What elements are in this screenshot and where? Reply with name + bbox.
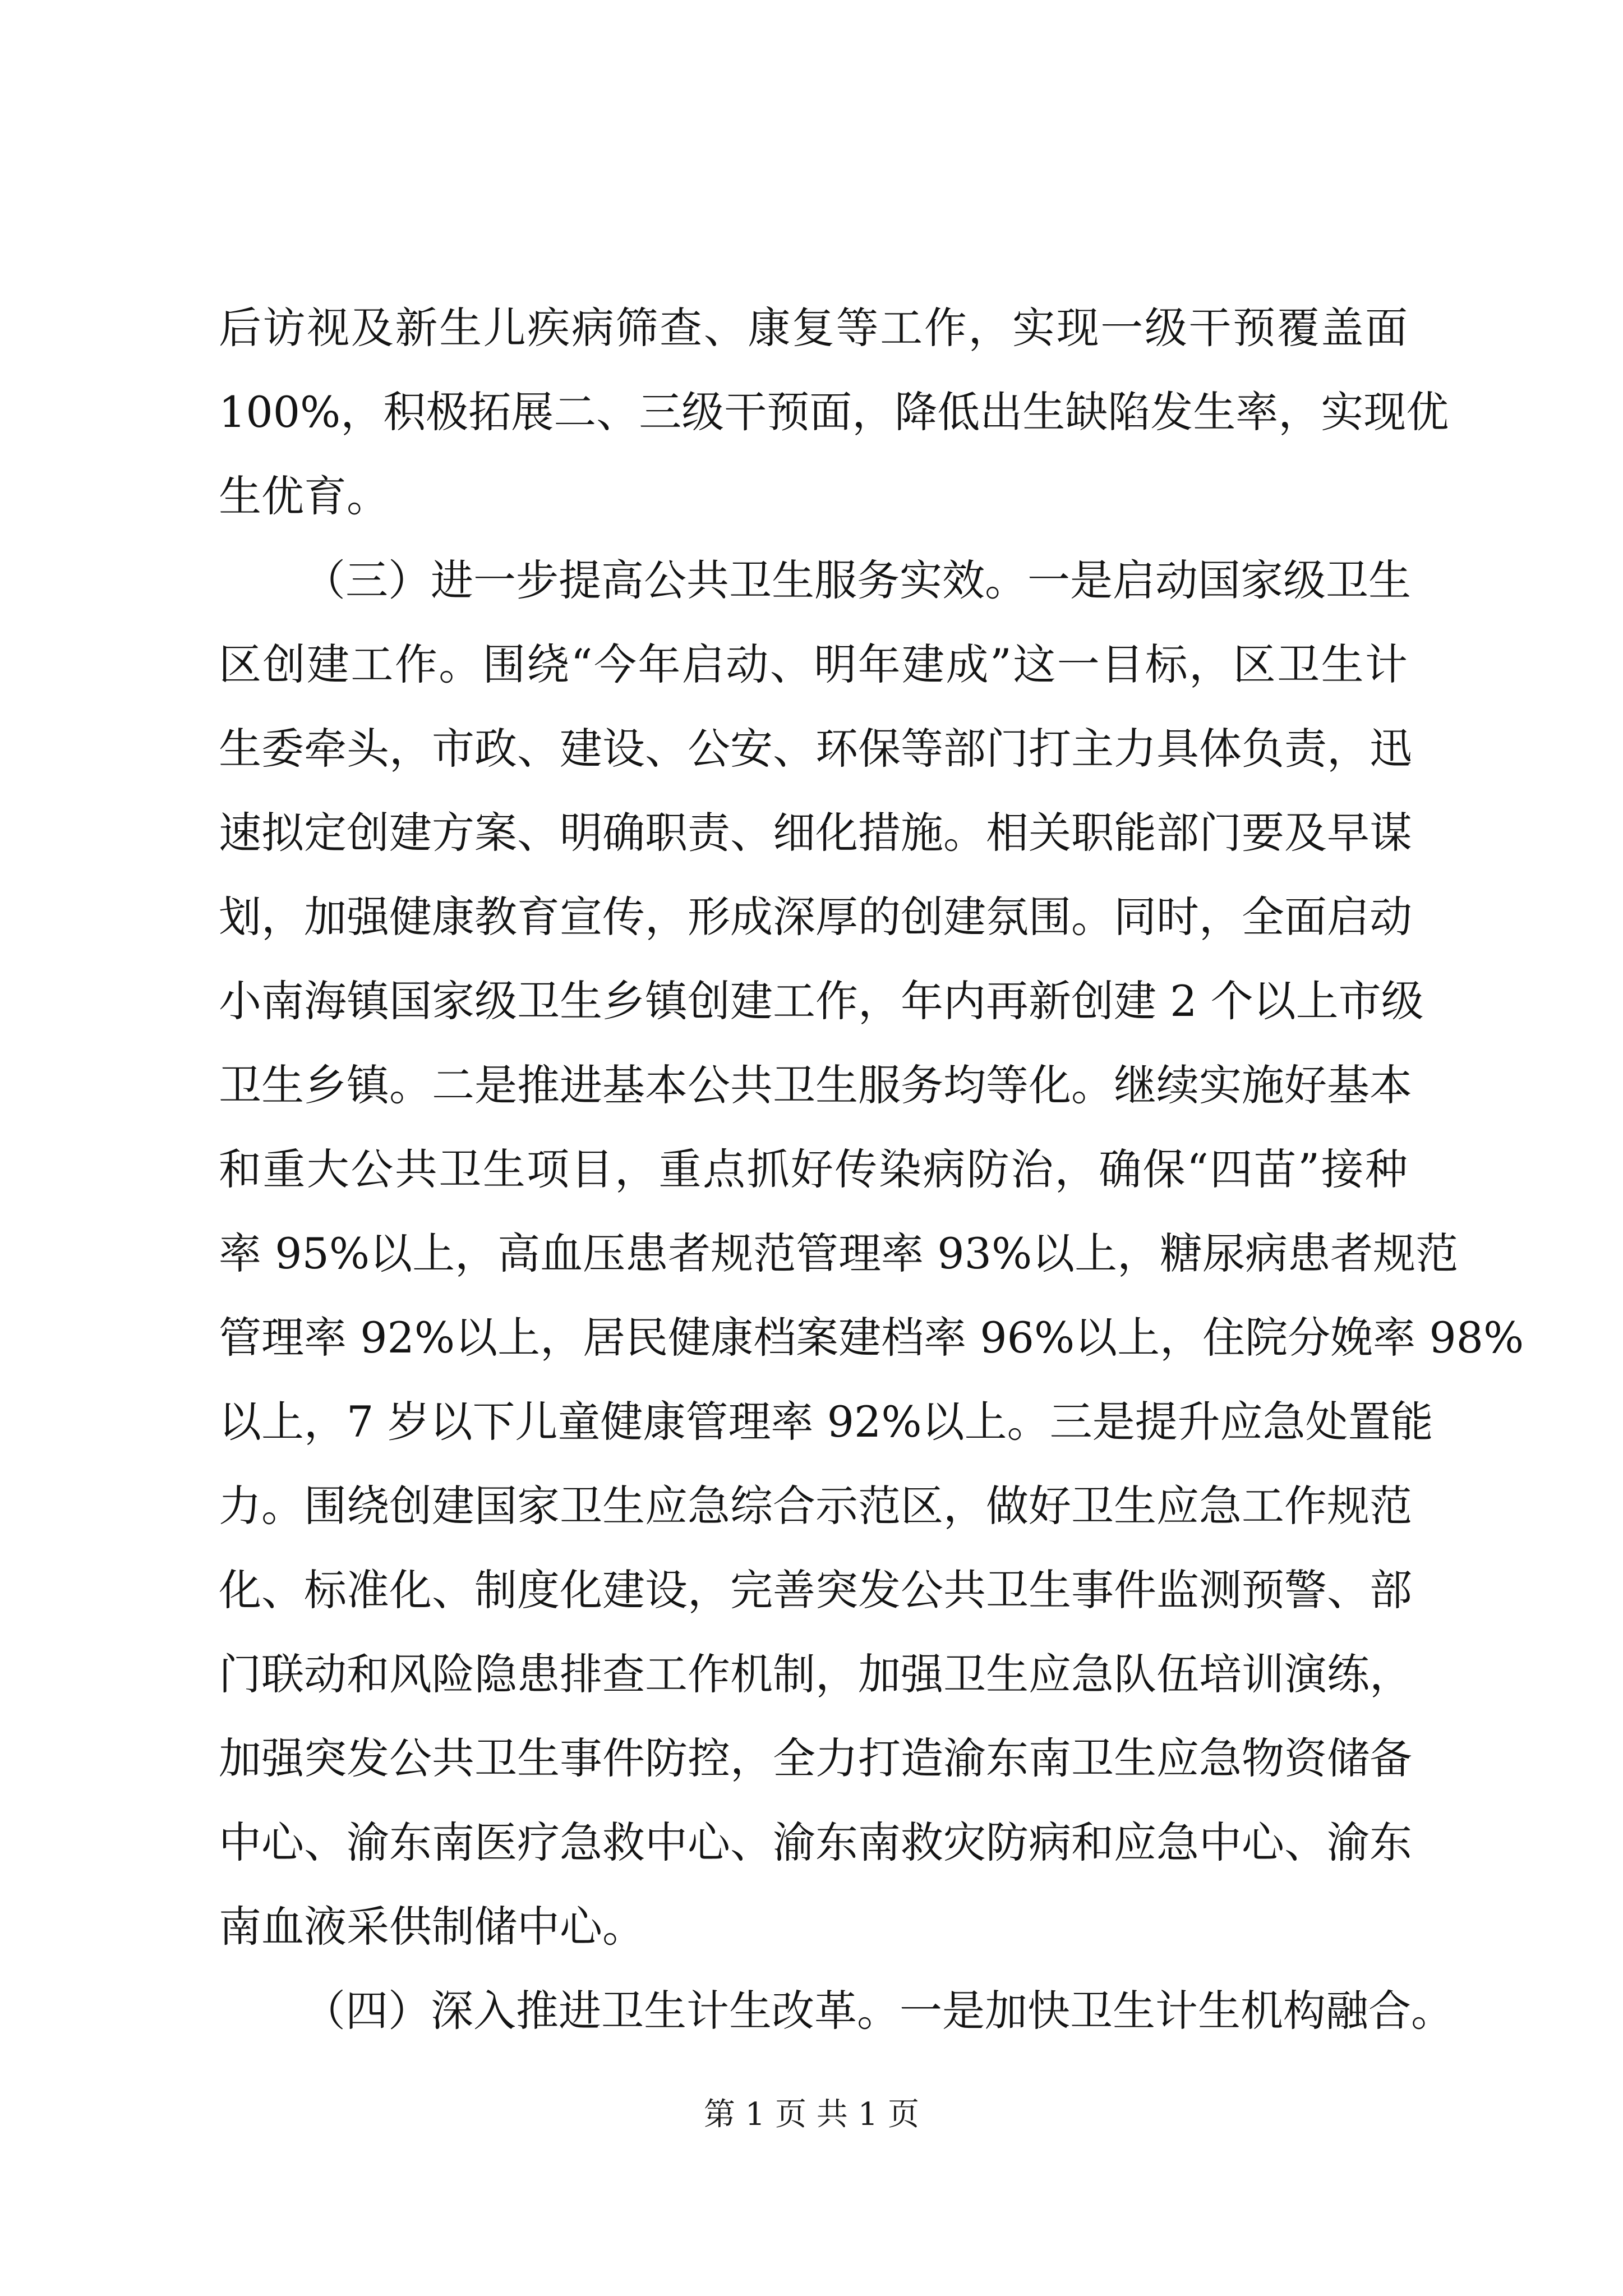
- paragraph-line: 卫生乡镇。二是推进基本公共卫生服务均等化。继续实施好基本: [219, 1060, 1412, 1110]
- page-footer: 第 1 页 共 1 页: [703, 2096, 920, 2133]
- paragraph-line: 100%，积极拓展二、三级干预面，降低出生缺陷发生率，实现优: [219, 387, 1449, 437]
- paragraph-line: 区创建工作。围绕“今年启动、明年建成”这一目标，区卫生计: [219, 639, 1408, 689]
- paragraph-line: 以上，7 岁以下儿童健康管理率 92%以上。三是提升应急处置能: [219, 1397, 1433, 1447]
- paragraph-line: 门联动和风险隐患排查工作机制，加强卫生应急队伍培训演练，: [219, 1649, 1412, 1699]
- paragraph-line: （四）深入推进卫生计生改革。一是加快卫生计生机构融合。: [303, 1986, 1454, 2036]
- paragraph-line: 化、标准化、制度化建设，完善突发公共卫生事件监测预警、部: [219, 1565, 1412, 1615]
- paragraph-line: 划，加强健康教育宣传，形成深厚的创建氛围。同时，全面启动: [219, 892, 1412, 942]
- paragraph-line: 和重大公共卫生项目，重点抓好传染病防治，确保“四苗”接种: [219, 1144, 1408, 1194]
- paragraph-line: 生优育。: [219, 471, 389, 521]
- paragraph-line: 后访视及新生儿疾病筛查、康复等工作，实现一级干预覆盖面: [219, 303, 1408, 353]
- paragraph-line: 中心、渝东南医疗急救中心、渝东南救灾防病和应急中心、渝东: [219, 1818, 1412, 1867]
- paragraph-line: 小南海镇国家级卫生乡镇创建工作，年内再新创建 2 个以上市级: [219, 976, 1424, 1026]
- paragraph-line: 管理率 92%以上，居民健康档案建档率 96%以上，住院分娩率 98%: [219, 1313, 1524, 1363]
- paragraph-line: 率 95%以上，高血压患者规范管理率 93%以上，糖尿病患者规范: [219, 1228, 1459, 1278]
- paragraph-line: 南血液采供制储中心。: [219, 1902, 645, 1952]
- paragraph-line: 速拟定创建方案、明确职责、细化措施。相关职能部门要及早谋: [219, 808, 1412, 858]
- paragraph-line: 加强突发公共卫生事件防控，全力打造渝东南卫生应急物资储备: [219, 1733, 1412, 1783]
- paragraph-line: 力。围绕创建国家卫生应急综合示范区，做好卫生应急工作规范: [219, 1481, 1412, 1531]
- paragraph-line: （三）进一步提高公共卫生服务实效。一是启动国家级卫生: [303, 555, 1411, 605]
- paragraph-line: 生委牵头，市政、建设、公安、环保等部门打主力具体负责，迅: [219, 724, 1412, 774]
